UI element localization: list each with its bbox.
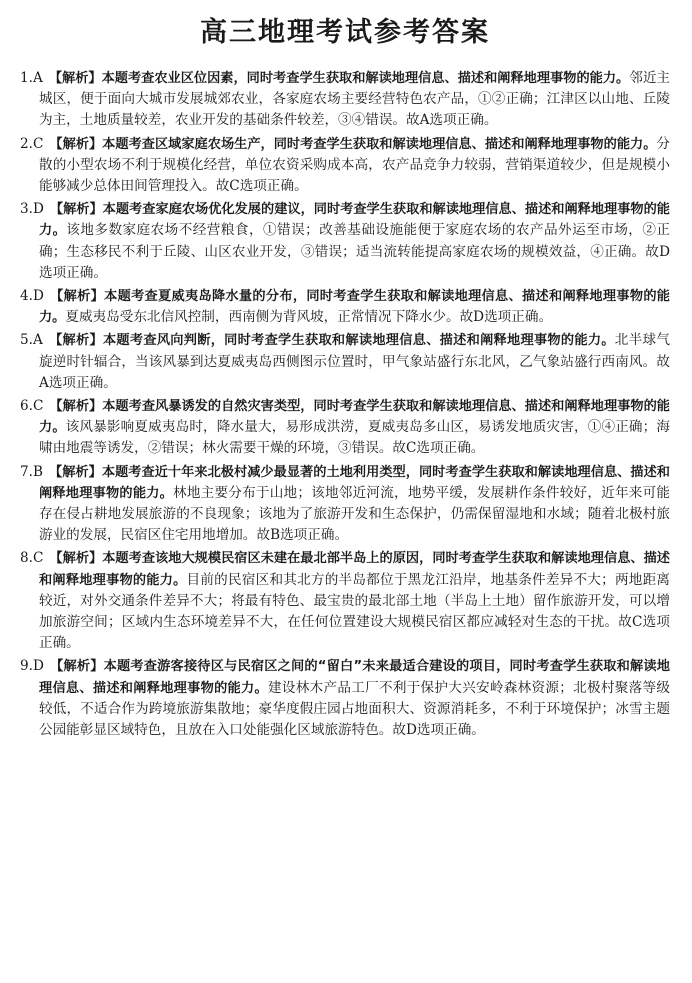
- item-number: 5.: [20, 332, 33, 349]
- item-analysis-lead: 【解析】本题考查游客接待区与民宿区之间的“留白”未来最适合建设的项目，同时考查学生获取和解读地理信息、描述和阐释地理事物的能力。: [39, 659, 670, 696]
- item-analysis-body: 北半球气旋逆时针辐合，当该风暴到达夏威夷岛西侧图示位置时，甲气象站盛行东北风，乙气象站盛行西南风。故A选项正确。: [39, 332, 670, 391]
- item-analysis-lead: 【解析】本题考查农业区位因素，同时考查学生获取和解读地理信息、描述和阐释地理事物的能力。: [48, 71, 630, 86]
- item-analysis-body: 该地多数家庭农场不经营粮食，①错误；改善基础设施能便于家庭农场的农产品外运至市场，②正确；生态移民不利于丘陵、山区农业开发，③错误；适当流转能提高家庭农场的规模效益，④正确。故D选项正确。: [39, 222, 671, 281]
- item-analysis-lead: 【解析】本题考查近十年来北极村减少最显著的土地利用类型，同时考查学生获取和解读地理信息、描述和阐释地理事物的能力。: [39, 464, 670, 501]
- item-answer: C: [32, 135, 44, 152]
- item-analysis-body: 该风暴影响夏威夷岛时，降水量大，易形成洪涝，夏威夷岛多山区，易诱发地质灾害，①④正确；海啸由地震等诱发，②错误；林火需要干燥的环境，③错误。故C选项正确。: [39, 419, 671, 457]
- answer-item-3: [20, 199, 670, 284]
- item-answer: D: [32, 288, 44, 305]
- item-analysis-lead: 【解析】本题考查该地大规模民宿区未建在最北部半岛上的原因，同时考查学生获取和解读地理信息、描述和阐释地理事物的能力。: [39, 551, 670, 588]
- item-analysis-body: 林地主要分布于山地；该地邻近河流，地势平缓，发展耕作条件较好，近年来可能存在侵占耕地发展旅游的不良现象；该地为了旅游开发和生态保护，仍需保留湿地和水域；随着北极村旅游业的发展，民宿区住宅用地增加。故B选项正确。: [39, 484, 671, 544]
- page-title: 高三地理考试参考答案: [200, 17, 490, 48]
- item-answer: B: [32, 463, 43, 480]
- item-number: 8.: [20, 550, 33, 567]
- item-number: 3.: [20, 201, 33, 218]
- item-answer: A: [32, 332, 43, 349]
- answer-item-1: [20, 68, 670, 132]
- item-number: 9.: [20, 658, 33, 675]
- item-analysis-body: 分散的小型农场不利于规模化经营，单位农资采购成本高，农产品竞争力较弱，营销渠道较少，但是规模小能够减少总体田间管理投入。故C选项正确。: [39, 135, 670, 195]
- item-number: 4.: [20, 288, 33, 305]
- item-analysis-lead: 【解析】本题考查区域家庭农场生产，同时考查学生获取和解读地理信息、描述和阐释地理事物的能力。: [49, 136, 657, 152]
- item-analysis-body: 建设林木产品工厂不利于保护大兴安岭森林资源；北极村聚落等级较低，不适合作为跨境旅游集散地；豪华度假庄园占地面积大、资源消耗多，不利于环境保护；冰雪主题公园能彰显区域特色，且放在入口处能强化区域旅游特色。故D选项正确。: [39, 679, 671, 739]
- item-number: 2.: [20, 135, 33, 152]
- item-answer: C: [32, 398, 44, 415]
- item-analysis-lead: 【解析】本题考查风向判断，同时考查学生获取和解读地理信息、描述和阐释地理事物的能力。: [48, 333, 615, 349]
- item-number: 1.: [20, 70, 33, 86]
- item-answer: A: [32, 70, 43, 86]
- item-number: 7.: [20, 463, 33, 480]
- item-answer: C: [32, 550, 44, 567]
- answer-item-4: [20, 286, 670, 328]
- answer-item-7: [20, 462, 670, 547]
- item-answer: D: [32, 658, 44, 675]
- item-analysis-body: 夏威夷岛受东北信风控制，西南侧为背风坡，正常情况下降水少。故D选项正确。: [65, 309, 553, 326]
- answer-item-2: [20, 134, 670, 198]
- answer-item-6: [20, 396, 670, 460]
- item-analysis-lead: 【解析】本题考查风暴诱发的自然灾害类型，同时考查学生获取和解读地理信息、描述和阐释地理事物的能力。: [39, 399, 670, 436]
- item-answer: D: [32, 201, 44, 218]
- answer-list: [20, 68, 670, 741]
- answer-item-8: [20, 548, 670, 654]
- item-number: 6.: [20, 398, 33, 415]
- item-analysis-body: 邻近主城区，便于面向大城市发展城郊农业，各家庭农场主要经营特色农产品，①②正确；江津区以山地、丘陵为主，土地质量较差，农业开发的基础条件较差，③④错误。故A选项正确。: [39, 70, 671, 129]
- item-analysis-body: 目前的民宿区和其北方的半岛都位于黑龙江沿岸，地基条件差异不大；两地距离较近，对外交通条件差异不大；将最有特色、最宝贵的最北部土地（半岛上土地）留作旅游开发，可以增加旅游空间；区域内生态环境差异不大，在任何位置建设大规模民宿区都应减轻对生态的干扰。故C选项正确。: [39, 571, 670, 652]
- answer-item-9: [20, 656, 670, 741]
- item-analysis-lead: 【解析】本题考查家庭农场优化发展的建议，同时考查学生获取和解读地理信息、描述和阐释地理事物的能力。: [39, 202, 670, 239]
- item-analysis-lead: 【解析】本题考查夏威夷岛降水量的分布，同时考查学生获取和解读地理信息、描述和阐释地理事物的能力。: [39, 289, 670, 326]
- answer-item-5: [20, 330, 670, 394]
